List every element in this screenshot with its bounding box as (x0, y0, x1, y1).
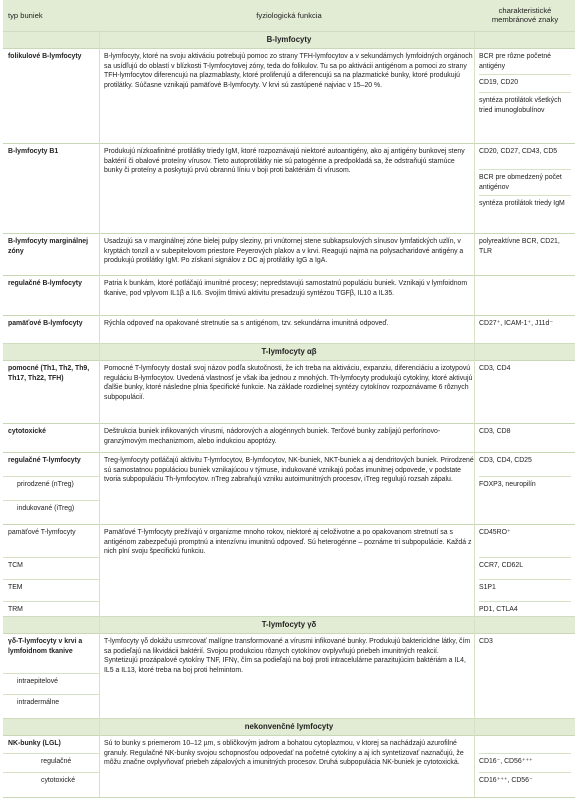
cell-function: Patria k bunkám, ktoré potláčajú imunitné procesy; nepredstavujú samostatnú populáciu buniek. Vznikajú v lymfoidnom tkanive, pod vplyvom IL1β a IL6. Svojím tlmivú aktivitu presadzujú syntézou TGFβ, IL10 a IL35. (104, 280, 468, 297)
table-row-cytotoxic-t (3, 423, 575, 453)
cell-marker: CD27⁺, ICAM-1⁺, J11d⁻ (479, 320, 553, 327)
table-row-nk-cells (3, 735, 575, 798)
cell-function: Sú to bunky s priemerom 10–12 µm, s obličkovým jadrom a bohatou cytoplazmou, v ktorej sa nachádzajú azurofilné granuly. Regulačné NK-bunky svojou schopnosťou odpovedať na početné cytokíny a aj ich syntetizovať naznačujú, že môžu značne ovplyvňovať priebeh zápalových a imunitných procesov. Druhá subpopulácia NK-buniek je cytotoxická. (104, 740, 464, 767)
cell-function: B-lymfocyty, ktoré na svoju aktiváciu potrebujú pomoc zo strany TFH-lymfocytov a v sekundárnych lymfoidných orgánoch sa usídľujú do oblastí v blízkosti T-lymfocytovej zóny, teda do folikulov. Tu sa po aktivácii antigénom a pomoci zo strany TFH-lymfocytov diferencujú na plazmablasty, ktoré proliferujú a diferencujú sa na plazmatické bunky, ktoré produkujú protilátky. Súčasne vznikajú pamäťové B-lymfocyty. V krvi sú zastúpené najviac v 15–20 %. (104, 53, 473, 89)
cell-marker: CD3, CD8 (479, 428, 511, 435)
column-divider (99, 31, 100, 797)
cell-marker: CD45RO⁺ (479, 529, 511, 536)
section-t-gamma-delta (3, 616, 575, 634)
cell-function: Treg-lymfocyty potláčajú aktivitu T-lymfocytov, B-lymfocytov, NK-buniek, NKT-buniek a aj dendritových buniek. Prirodzené sú samostatnou populáciou buniek vznikajúcou v týmuse, indukované vznikajú počas imunitnej odpovede, v podstate tvoria subpopuláciu Th-lymfocytov. nTreg zabraňujú vzniku autoimunitných procesov, iTreg regulujú rozsah zápalu. (104, 457, 474, 484)
cell-subtype-name: intradermálne (17, 699, 60, 706)
table-row-regulatory-t (3, 452, 575, 525)
header-col-function: fyziologická funkcia (256, 11, 322, 20)
section-t-alpha-beta (3, 343, 575, 361)
table-row-memory-t (3, 524, 575, 616)
cell-type-name: pamäťové T-lymfocyty (8, 529, 76, 536)
cell-subtype-name: regulačné (41, 758, 72, 765)
table-header (3, 0, 575, 31)
cell-type-name: NK-bunky (LGL) (8, 740, 61, 747)
header-col-markers: charakteristické membránové znaky (491, 6, 559, 24)
column-divider (474, 31, 475, 797)
header-col-cell-type: typ buniek (8, 11, 43, 20)
cell-marker: polyreaktívne BCR, CD21, TLR (479, 238, 560, 255)
section-title: B-lymfocyty (266, 35, 312, 44)
section-unconventional (3, 718, 575, 736)
table-row-helper-t (3, 360, 575, 424)
cell-marker: S1P1 (479, 584, 496, 591)
section-title: T-lymfocyty αβ (261, 347, 317, 356)
cell-type-name: B-lymfocyty B1 (8, 148, 59, 155)
cell-marker: CD3, CD4, CD25 (479, 457, 532, 464)
table-row-follicular-b (3, 48, 575, 144)
cell-function: Pamäťové T-lymfocyty prežívajú v organizme mnoho rokov, niektoré aj celoživotne a po opakovanom stretnutí sa s antigénom zabezpečujú promptnú a intenzívnu imunitnú odpoveď. Sú heterogénne – poznáme tri subpopulácie. Každá z nich plní svoju špecifickú funkciu. (104, 529, 472, 556)
cell-marker: CD16⁺⁺⁺, CD56⁻ (479, 777, 533, 784)
cell-type-name: regulačné B-lymfocyty (8, 280, 82, 287)
table-row-regulatory-b (3, 275, 575, 316)
cell-subtype-name: prirodzené (nTreg) (17, 481, 74, 488)
section-title: nekonvenčné lymfocyty (244, 722, 334, 731)
cell-marker: PD1, CTLA4 (479, 606, 518, 613)
cell-marker: syntéza protilátok triedy IgM (479, 200, 565, 207)
cell-subtype-name: indukované (iTreg) (17, 505, 75, 512)
section-title: T-lymfocyty γδ (261, 620, 317, 629)
cell-marker: FOXP3, neuropilín (479, 481, 536, 488)
cell-subtype-name: TRM (8, 606, 23, 613)
cell-marker: BCR pre obmedzený počet antigénov (479, 174, 562, 191)
cell-function: Produkujú nízkoafinitné protilátky triedy IgM, ktoré rozpoznávajú niektoré autoantigény, ako aj antigény bunkovej steny baktérií či obalové proteíny vírusov. Tieto autoprotilátky nie sú patogénne a predpokladá sa, že odstraňujú starnúce bunky či proteíny a poskytujú prvú obrannú líniu v boji proti baktériám či vírusom. (104, 148, 465, 175)
cell-type-name: pamäťové B-lymfocyty (8, 320, 83, 327)
cell-subtype-name: TCM (8, 562, 23, 569)
cell-marker: syntéza protilátok všetkých tried imunoglobulínov (479, 97, 562, 114)
cell-marker: CCR7, CD62L (479, 562, 524, 569)
cell-subtype-name: cytotoxické (41, 777, 76, 784)
cell-type-name: B-lymfocyty marginálnej zóny (8, 238, 89, 255)
table-row-gamma-delta-t (3, 633, 575, 718)
cell-subtype-name: intraepitelové (17, 678, 58, 685)
cell-marker: CD3, CD4 (479, 365, 511, 372)
cell-subtype-name: TEM (8, 584, 23, 591)
cell-marker: CD19, CD20 (479, 79, 519, 86)
cell-marker: CD16⁻, CD56⁺⁺⁺ (479, 758, 533, 765)
cell-function: Usadzujú sa v marginálnej zóne bielej pulpy sleziny, pri vnútornej stene subkapsulových sínusov lymfatických uzlín, v kryptách tonzíl a v subepitelovom priestore Peyerových plakov a v krvi. Reagujú najmä na polysacharidové antigény a produkujú protilátky IgM. Po získaní signálov z DC aj protilátky IgG a IgA. (104, 238, 464, 265)
cell-function: Rýchla odpoveď na opakované stretnutie sa s antigénom, tzv. sekundárna imunitná odpoveď. (104, 320, 389, 327)
cell-marker: BCR pre rôzne početné antigény (479, 53, 552, 70)
cell-function: T-lymfocyty γδ dokážu usmrcovať malígne transformované a vírusmi infikované bunky. Produkujú baktericídne látky, čím sa podieľajú na likvidácii baktérií. Svojou produkciou rôznych cytokínov ovplyvňujú priebeh imunitných reakcií. Syntetizujú prozápalové cytokíny TNF, IFNγ, čím sa podieľajú na boji proti intracelulárne parazitujúcim baktériám a IL4, IL5 a IL13, ktoré treba na boj proti helmintom. (104, 638, 471, 674)
cell-type-name: cytotoxické (8, 428, 46, 435)
cell-type-name: folikulové B-lymfocyty (8, 53, 82, 60)
cell-type-name: regulačné T-lymfocyty (8, 457, 81, 464)
table-row-b1 (3, 143, 575, 234)
table-row-memory-b (3, 315, 575, 343)
cell-type-name: γδ-T-lymfocyty v krvi a lymfoidnom tkanive (8, 638, 83, 655)
section-b-lymphocytes (3, 31, 575, 49)
table-row-marginal-zone-b (3, 233, 575, 276)
cell-marker: CD20, CD27, CD43, CD5 (479, 148, 558, 155)
cell-function: Deštrukcia buniek infikovaných vírusmi, nádorových a alogénnych buniek. Terčové bunky zabíjajú perforínovo-granzýmovým mechanizmom, alebo indukciou apoptózy. (104, 428, 441, 445)
cell-marker: CD3 (479, 638, 493, 645)
cell-function: Pomocné T-lymfocyty dostali svoj názov podľa skutočnosti, že ich treba na aktiváciu, expanziu, diferenciáciu a izotypovú reguláciu B-lymfocytov. Uvedená vlastnosť je však iba jednou z mnohých. Th-lymfocyty produkujú cytokíny, ktoré aktivujú ďalšie bunky, ktoré následne plnia špecifické funkcie. Na základe rozdielnej syntézy cytokínov rozpoznávame 6 rôznych subpopulácií. (104, 365, 473, 401)
cell-type-name: pomocné (Th1, Th2, Th9, Th17, Th22, TFH) (8, 365, 90, 382)
